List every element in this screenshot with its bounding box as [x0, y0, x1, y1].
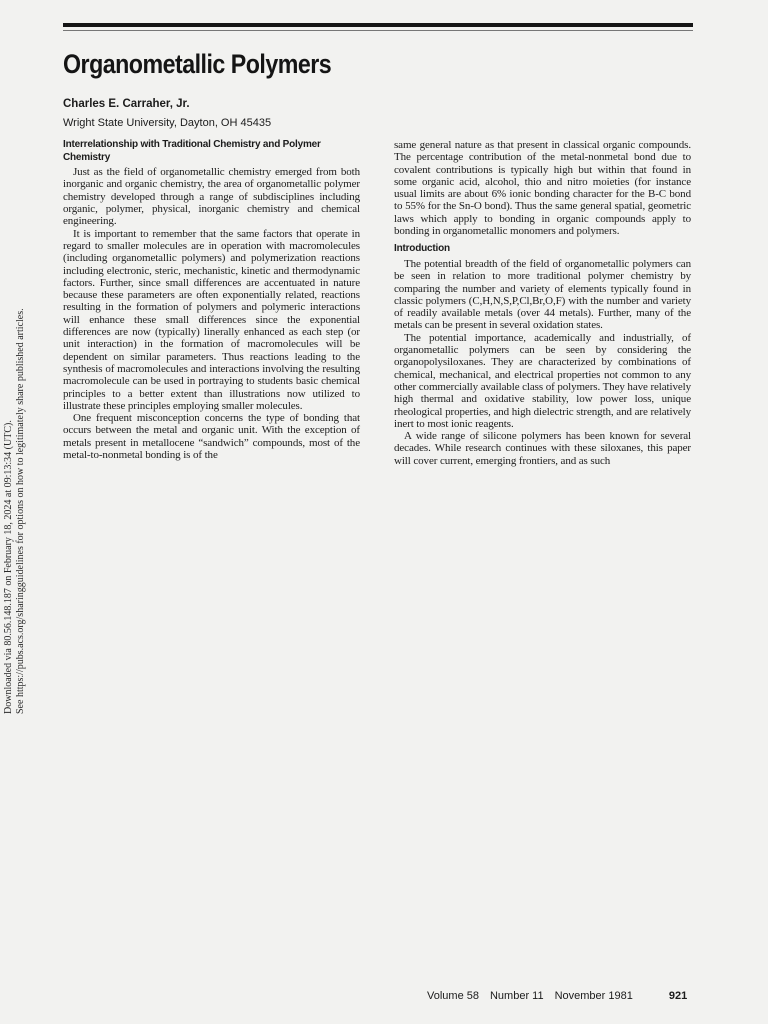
author-affiliation: Wright State University, Dayton, OH 45435 [63, 117, 272, 129]
paragraph: The potential importance, academically and industrially, of organometallic polymers can be seen by considering the organopolysiloxanes. They are characterized by combinations of chemical, mechanical, and electrical properties not common to any other commercially available class of polymers. They have relatively high thermal and oxidative stability, low power loss, unique rheological properties, and high dielectric strength, and are relatively inert to most ionic reagents. [394, 331, 691, 430]
page-number: 921 [668, 990, 688, 1002]
header-rule-thick [63, 23, 693, 27]
article-author: Charles E. Carraher, Jr. [63, 98, 190, 110]
body-column-left [63, 139, 360, 461]
footer-number: Number 11 [489, 990, 544, 1002]
paragraph: One frequent misconception concerns the type of bonding that occurs between the metal and organic unit. With the exception of metals present in metallocene “sandwich” compounds, most of the metal-to-nonmetal bonding is of the [63, 412, 360, 462]
section-heading-interrelationship: Interrelationship with Traditional Chemistry and Polymer Chemistry [63, 139, 321, 163]
paragraph-continued: same general nature as that present in classical organic compounds. The percentage contribution of the metal-nonmetal bond due to covalent contributions is typically high but within that found in some organic acid, alcohol, thio and nitro moieties (for instance usual limits are about 6% ionic bonding character for the B-C bond to 55% for the Sn-O bond). Thus the same general spatial, geometric laws which apply to bonding in organic compounds apply to bonding in organometallic monomers and polymers. [394, 139, 691, 238]
page-footer [427, 990, 687, 1002]
footer-volume: Volume 58 [427, 990, 479, 1002]
section-heading-introduction: Introduction [394, 243, 450, 255]
article-title: Organometallic Polymers [63, 49, 332, 79]
download-notice [3, 308, 27, 714]
paragraph: Just as the field of organometallic chemistry emerged from both inorganic and organic chemistry, the area of organometallic polymer chemistry developed through a range of subdisciplines including organic, polymer, physical, inorganic chemistry and chemical engineering. [63, 166, 360, 228]
paragraph: The potential breadth of the field of organometallic polymers can be seen in relation to more traditional polymer chemistry by comparing the number and variety of elements typically found in classic polymers (C,H,N,S,P,Cl,Br,O,F) with the number and variety of readily available metals (over 44 metals). Further, many of the metals can be present in several oxidation states. [394, 257, 691, 332]
download-notice-line-2: See https://pubs.acs.org/sharingguidelines for options on how to legitimately share published articles. [15, 308, 26, 714]
paragraph: It is important to remember that the same factors that operate in regard to smaller molecules are in operation with macromolecules (including organometallic polymers) and polymerization reactions including electronic, steric, mechanistic, kinetic and thermodynamic factors. Further, since small differences are accentuated in nature because these parameters are often exponentially related, reactions resulting in the formation of polymers and polymeric interactions will enhance these small differences since the exponential differences are now (typically) linerally enhanced as each step (or unit interaction) in the formation of macromolecules will be dependent on similar parameters. Thus reactions leading to the synthesis of macromolecules and interactions involving the resulting macromolecule can be used in portraying to students basic chemical principles to a better extent than illustrations now utilized to illustrate these principles employing smaller molecules. [63, 227, 360, 412]
paragraph: A wide range of silicone polymers has been known for several decades. While research continues with these siloxanes, this paper will cover current, emerging frontiers, and as such [394, 430, 691, 467]
header-rule-thin [63, 30, 693, 31]
download-notice-line-1: Downloaded via 80.56.148.187 on February 18, 2024 at 09:13:34 (UTC). [3, 420, 14, 714]
body-column-right [394, 139, 691, 467]
footer-date: November 1981 [554, 990, 633, 1002]
